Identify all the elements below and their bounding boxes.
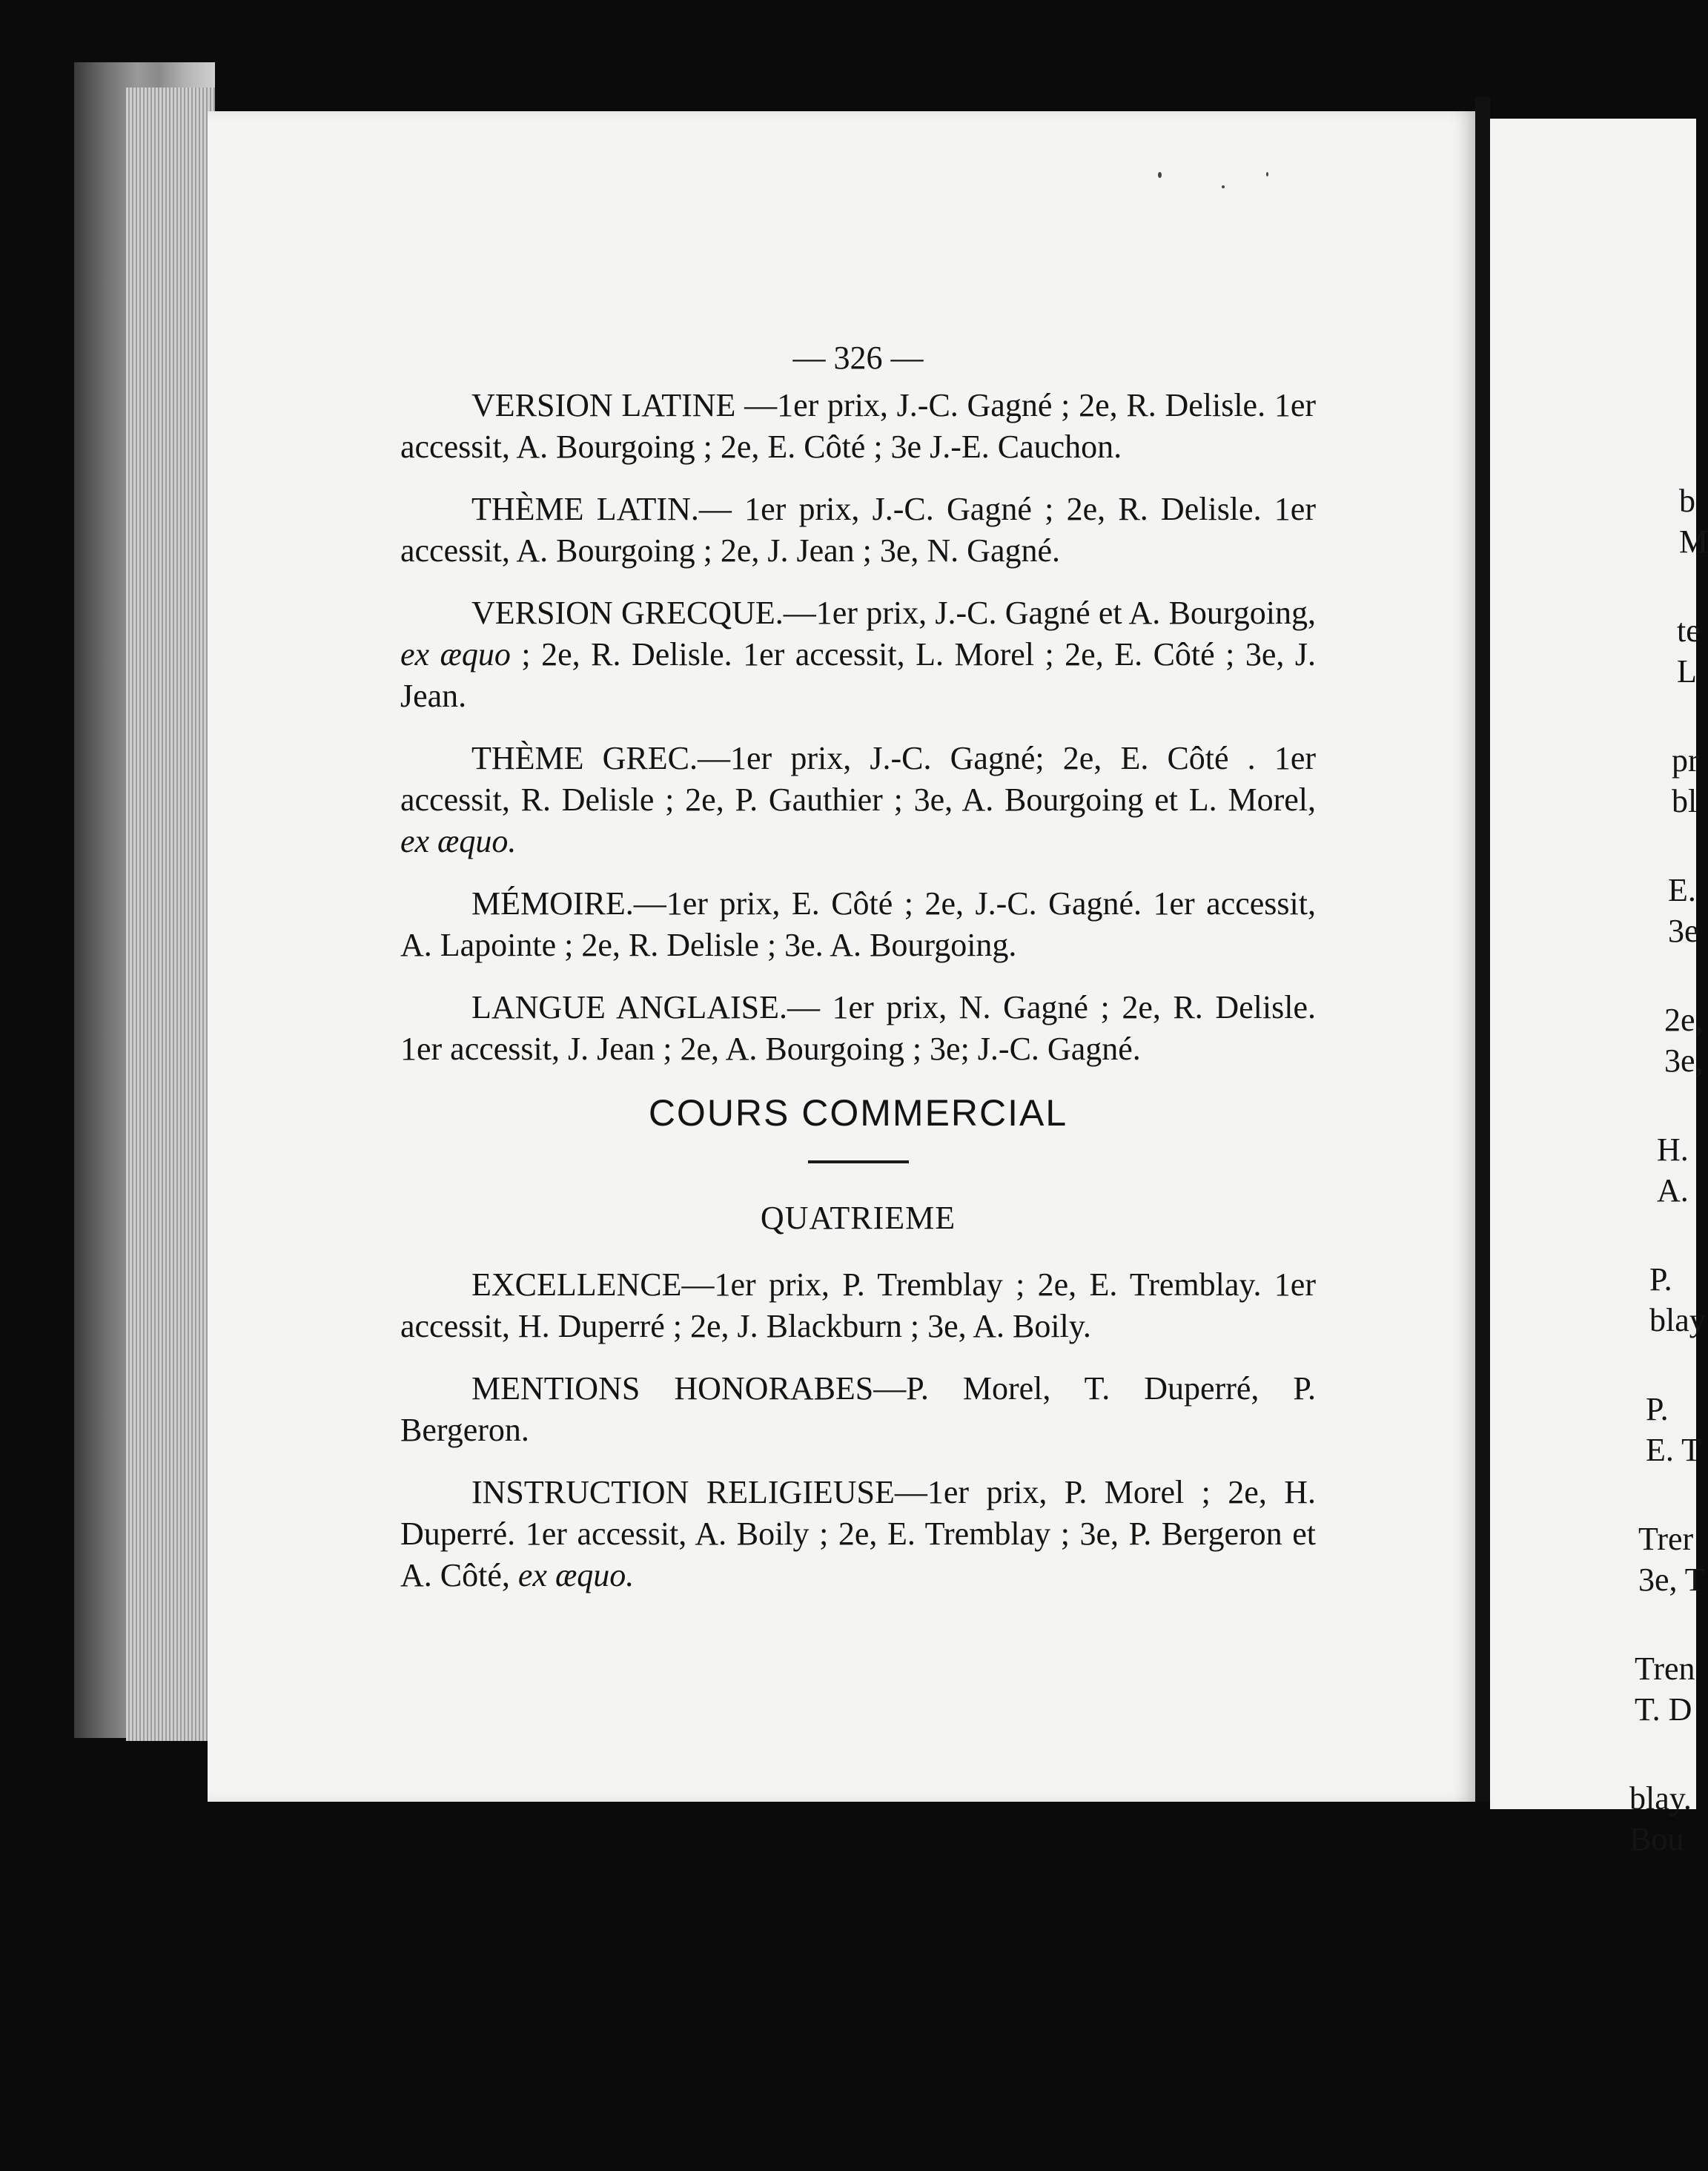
entry-excellence: EXCELLENCE—1er prix, P. Tremblay ; 2e, E. Tremblay. 1er accessit, H. Duperré ; 2e, J. Blackburn ; 3e, A. Boily. xyxy=(400,1266,1316,1344)
facing-fragment: Tren xyxy=(1635,1650,1695,1687)
facing-fragment: bl xyxy=(1672,783,1698,819)
facing-fragment: E. T xyxy=(1646,1432,1701,1468)
facing-fragment: P. xyxy=(1646,1391,1669,1427)
facing-fragment: Trer xyxy=(1638,1521,1694,1557)
scan-speck xyxy=(1222,185,1225,188)
entry-version-latine: VERSION LATINE —1er prix, J.-C. Gagné ; 2e, R. Delisle. 1er accessit, A. Bourgoing ; 2e, E. Côté ; 3e J.-E. Cauchon. xyxy=(400,387,1316,465)
facing-fragment: E. xyxy=(1668,872,1696,908)
italic-text: ex æquo. xyxy=(517,1557,635,1593)
facing-fragment: P. xyxy=(1649,1261,1672,1298)
entry-text: ; 2e, R. Delisle. 1er accessit, L. Morel ; 2e, E. Côté ; 3e, J. Jean. xyxy=(400,636,1317,714)
entry-mentions-honorables: MENTIONS HONORABES—P. Morel, T. Duperré, P. Bergeron. xyxy=(400,1370,1316,1448)
entry-memoire: MÉMOIRE.—1er prix, E. Côté ; 2e, J.-C. Gagné. 1er accessit, A. Lapointe ; 2e, R. Delisle ; 3e. A. Bourgoing. xyxy=(400,885,1316,963)
facing-fragment: 3e, xyxy=(1664,1042,1704,1079)
facing-fragment: H. xyxy=(1657,1131,1689,1168)
facing-fragment: blay xyxy=(1649,1302,1706,1338)
subsection-title: QUATRIEME xyxy=(760,1200,956,1236)
entry-theme-grec xyxy=(400,738,1316,862)
section-title: COURS COMMERCIAL xyxy=(648,1092,1068,1134)
facing-fragment: L xyxy=(1677,653,1697,690)
italic-text: ex æquo xyxy=(400,636,511,673)
page-number: — 326 — xyxy=(792,340,924,376)
entry-text: INSTRUCTION RELIGIEUSE—1er prix, P. Morel ; 2e, H. Duperré. 1er accessit, A. Boily ; 2e, E. Tremblay ; 3e, P. Bergeron et A. Côté, xyxy=(400,1474,1316,1593)
facing-fragment: M xyxy=(1679,523,1708,560)
facing-fragment: 3e, T xyxy=(1638,1562,1705,1598)
entry-instruction-religieuse xyxy=(400,1472,1316,1596)
scan-speck xyxy=(1158,172,1162,178)
facing-fragment: T. D xyxy=(1635,1691,1692,1728)
facing-fragment: 2e, xyxy=(1664,1002,1704,1038)
book-gutter xyxy=(1475,96,1490,1802)
page-text-block xyxy=(400,337,1316,1617)
entry-version-grecque xyxy=(400,592,1316,717)
scan-speck xyxy=(1266,172,1268,176)
italic-text: ex æquo. xyxy=(400,823,517,859)
entry-text: VERSION GRECQUE.—1er prix, J.-C. Gagné et A. Bourgoing, xyxy=(471,595,1316,631)
facing-fragment: Bou xyxy=(1629,1821,1684,1857)
facing-fragment: A. xyxy=(1657,1172,1689,1209)
section-divider xyxy=(808,1160,909,1163)
facing-fragment: pr xyxy=(1672,742,1699,779)
right-page xyxy=(1490,119,1708,1857)
entry-langue-anglaise: LANGUE ANGLAISE.— 1er prix, N. Gagné ; 2e, R. Delisle. 1er accessit, J. Jean ; 2e, A. Bourgoing ; 3e; J.-C. Gagné. xyxy=(400,989,1316,1067)
facing-fragment: blay. xyxy=(1629,1780,1692,1817)
facing-fragment: b xyxy=(1679,483,1695,519)
page-stack-edge xyxy=(126,87,215,1741)
facing-fragment: 3e xyxy=(1668,913,1699,949)
entry-text: THÈME GREC.—1er prix, J.-C. Gagné; 2e, E. Côté . 1er accessit, R. Delisle ; 2e, P. Gauthier ; 3e, A. Bourgoing et L. Morel, xyxy=(400,740,1316,818)
entry-theme-latin: THÈME LATIN.— 1er prix, J.-C. Gagné ; 2e, R. Delisle. 1er accessit, A. Bourgoing ; 2e, J. Jean ; 3e, N. Gagné. xyxy=(400,491,1316,569)
facing-fragment: te xyxy=(1677,612,1701,649)
